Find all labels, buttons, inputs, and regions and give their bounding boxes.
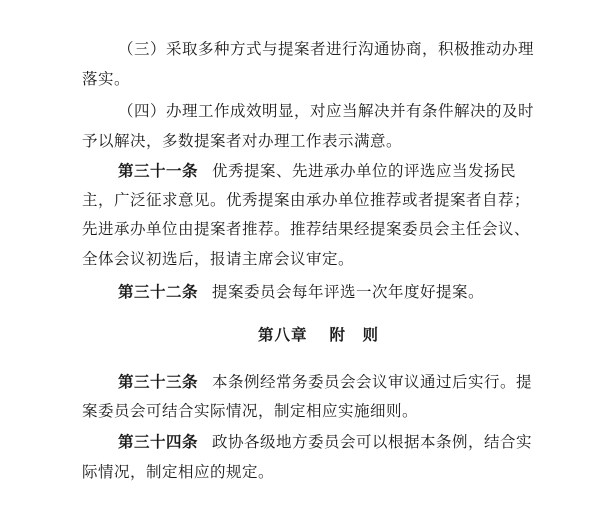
text-line: （三）采取多种方式与提案者进行沟通协商，积极推动办理 (118, 40, 535, 58)
article-number: 第三十二条 (118, 283, 199, 301)
text-line: 落实。 (82, 70, 131, 88)
text-line: 主，广泛征求意见。优秀提案由承办单位推荐或者提案者自荐； (82, 191, 531, 209)
chapter-heading (258, 324, 379, 346)
chapter-title: 附 则 (329, 326, 380, 344)
text-line: 案委员会可结合实际情况，制定相应实施细则。 (82, 402, 419, 420)
article-32-line-1: 第三十二条 提案委员会每年评选一次年度好提案。 (118, 283, 485, 301)
text-line: 先进承办单位由提案者推荐。推荐结果经提案委员会主任会议、 (82, 220, 531, 238)
article-number: 第三十一条 (118, 162, 199, 180)
text-line: 际情况，制定相应的规定。 (82, 463, 275, 481)
article-31-line-1: 第三十一条 优秀提案、先进承办单位的评选应当发扬民 (118, 162, 517, 180)
text-line: （四）办理工作成效明显，对应当解决并有条件解决的及时 (118, 102, 535, 120)
text-line: 全体会议初选后，报请主席会议审定。 (82, 250, 355, 268)
article-number: 第三十三条 (118, 373, 199, 391)
article-33-line-1: 第三十三条 本条例经常务委员会会议审议通过后实行。提 (118, 373, 533, 391)
article-number: 第三十四条 (118, 433, 199, 451)
text-line: 予以解决，多数提案者对办理工作表示满意。 (82, 132, 403, 150)
article-34-line-1: 第三十四条 政协各级地方委员会可以根据本条例，结合实 (118, 433, 533, 451)
chapter-number: 第八章 (258, 326, 308, 344)
